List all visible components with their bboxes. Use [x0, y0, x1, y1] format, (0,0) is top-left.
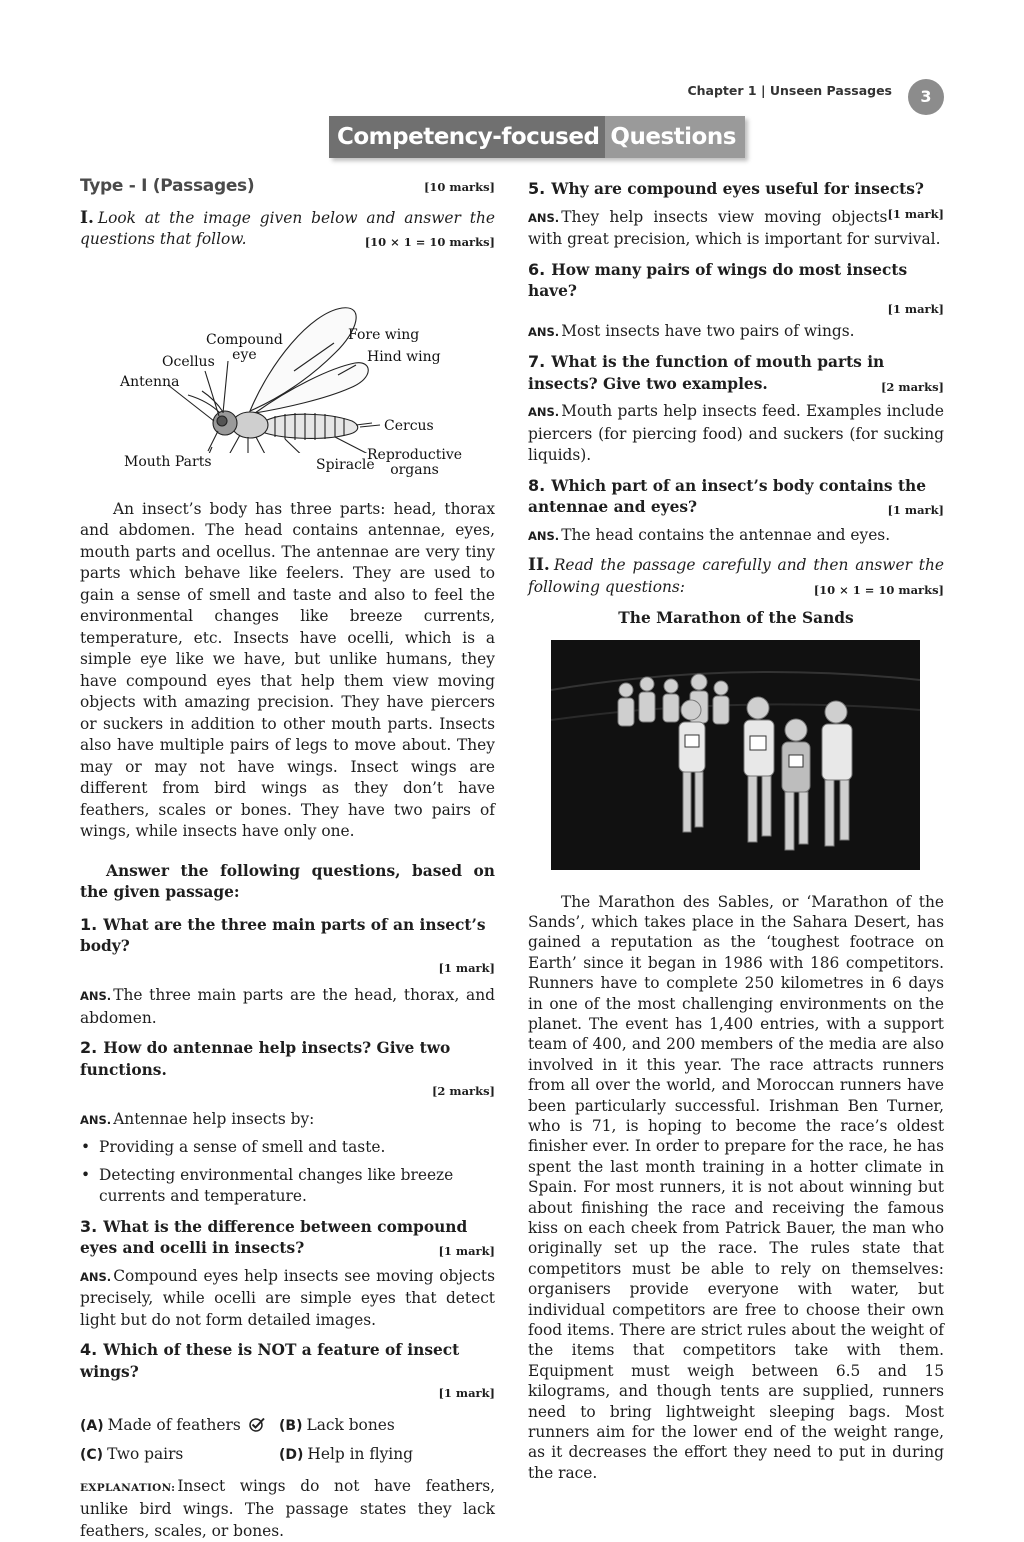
answer-tag: ANS.	[80, 1113, 111, 1127]
question-text: What are the three main parts of an insect’s body?	[80, 916, 486, 956]
label-cercus: Cercus	[384, 419, 434, 434]
question-marks: [2 marks]	[80, 1081, 495, 1103]
question-text: How many pairs of wings do most insects have?	[528, 261, 907, 301]
question-number: 3.	[80, 1217, 97, 1236]
label-spiracle: Spiracle	[316, 458, 375, 473]
option-text: Lack bones	[306, 1416, 394, 1434]
question-marks: [1 mark]	[887, 204, 944, 226]
left-column	[80, 176, 495, 1542]
question-text: Why are compound eyes useful for insects?	[551, 180, 924, 198]
answer-7	[528, 401, 944, 467]
instruction-marks: [10 × 1 = 10 marks]	[365, 232, 495, 254]
option-key: (A)	[80, 1418, 104, 1434]
question-text: What is the difference between compound eyes and ocelli in insects?	[80, 1218, 467, 1258]
answer-tag: ANS.	[80, 989, 111, 1003]
question-text: Which part of an insect’s body contains the antennae and eyes?	[528, 477, 926, 517]
banner-text-secondary: Questions	[605, 116, 744, 158]
question-7	[528, 351, 944, 395]
instruction-marks: [10 × 1 = 10 marks]	[814, 580, 944, 602]
question-8	[528, 475, 944, 519]
label-fore-wing: Fore wing	[348, 328, 419, 343]
right-column	[528, 176, 944, 1483]
answer-6	[528, 321, 944, 344]
question-4	[80, 1339, 495, 1405]
page-number: 3	[908, 79, 944, 115]
answer-text: Most insects have two pairs of wings.	[561, 322, 854, 340]
question-number: 1.	[80, 915, 97, 934]
question-number: 5.	[528, 179, 545, 198]
label-reproductive-organs: Reproductive organs	[367, 448, 462, 478]
marathon-runners-illustration	[551, 640, 920, 870]
instruction-text: Read the passage carefully and then answer the following questions:	[528, 556, 944, 596]
question-1	[80, 914, 495, 980]
question-marks: [2 marks]	[881, 377, 944, 399]
label-ocellus: Ocellus	[162, 355, 215, 370]
option-d	[279, 1444, 479, 1467]
answer-text: They help insects view moving objects with great precision, which is important for survival.	[528, 208, 940, 249]
bullet-item: • Detecting environmental changes like breeze currents and temperature.	[80, 1165, 495, 1208]
question-3	[80, 1216, 495, 1260]
option-key: (B)	[279, 1418, 302, 1434]
banner-text-primary: Competency-focused	[329, 116, 605, 158]
option-b	[279, 1415, 479, 1438]
answer-text: The head contains the antennae and eyes.	[561, 526, 890, 544]
answer-text: Mouth parts help insects feed. Examples include piercers (for piercing food) and suckers (for sucking liquids).	[528, 402, 944, 464]
question-number: 8.	[528, 476, 545, 495]
answer-text: Antennae help insects by:	[113, 1110, 314, 1128]
question-text: How do antennae help insects? Give two functions.	[80, 1039, 450, 1079]
answer-tag: ANS.	[80, 1270, 111, 1284]
question-2	[80, 1037, 495, 1103]
explanation-text: Insect wings do not have feathers, unlike bird wings. The passage states they lack feathers, scales, or bones.	[80, 1477, 495, 1540]
explanation	[80, 1476, 495, 1542]
question-marks: [1 mark]	[80, 958, 495, 980]
answer-5	[528, 207, 944, 251]
bullet-item: • Providing a sense of smell and taste.	[80, 1137, 495, 1159]
check-circle-icon	[249, 1417, 266, 1432]
insect-diagram	[80, 253, 495, 453]
roman-numeral: II.	[528, 555, 550, 575]
answer-2	[80, 1109, 495, 1132]
section-banner	[329, 116, 745, 158]
answer-3	[80, 1266, 495, 1332]
mcq-options	[80, 1415, 495, 1467]
answer-text: The three main parts are the head, thorax, and abdomen.	[80, 986, 495, 1027]
section-title: Type - I (Passages)	[80, 176, 254, 198]
section-marks: [10 marks]	[424, 177, 495, 199]
question-number: 4.	[80, 1340, 97, 1359]
option-key: (D)	[279, 1447, 303, 1463]
question-2-instruction	[528, 555, 944, 598]
label-hind-wing: Hind wing	[367, 350, 441, 365]
option-a	[80, 1415, 279, 1438]
instruction-text: Look at the image given below and answer the questions that follow.	[80, 209, 495, 249]
option-text: Made of feathers	[108, 1416, 241, 1434]
answer-tag: ANS.	[528, 325, 559, 339]
answer-1	[80, 985, 495, 1029]
insect-passage: An insect’s body has three parts: head, thorax and abdomen. The head contains antennae, eyes, mouth parts and ocellus. The antennae are very tiny parts which behave like feelers. They are used to gain a sense of smell and taste and also to feel the environmental changes like breeze currents, temperature, etc. Insects have ocelli, which is a simple eye like we have, but unlike humans, they have compound eyes that help them view moving objects with amazing precision. They have piercers or suckers in addition to other mouth parts. Insects also have multiple pairs of legs to move about. They may or may not have wings. Insect wings are different from bird wings as they don’t have feathers, scales or bones. They have two pairs of wings, while insects have only one.	[80, 499, 495, 843]
question-number: 2.	[80, 1038, 97, 1057]
question-marks: [1 mark]	[438, 1241, 495, 1263]
roman-numeral: I.	[80, 208, 94, 228]
answer-tag: ANS.	[528, 211, 559, 225]
explanation-tag: EXPLANATION:	[80, 1482, 175, 1494]
question-5	[528, 178, 944, 201]
passage-title: The Marathon of the Sands	[528, 608, 944, 630]
running-head: Chapter 1 | Unseen Passages	[650, 83, 892, 98]
answer-tag: ANS.	[528, 529, 559, 543]
option-key: (C)	[80, 1447, 103, 1463]
question-marks: [1 mark]	[528, 303, 944, 315]
label-antenna: Antenna	[120, 375, 179, 390]
answer-2-bullets	[80, 1137, 495, 1208]
question-number: 7.	[528, 352, 545, 371]
option-text: Help in flying	[307, 1445, 413, 1463]
answer-8	[528, 525, 944, 548]
question-1-instruction	[80, 208, 495, 251]
answer-tag: ANS.	[528, 405, 559, 419]
option-text: Two pairs	[107, 1445, 183, 1463]
question-marks: [1 mark]	[80, 1383, 495, 1405]
section-header	[80, 176, 495, 199]
answer-text: Compound eyes help insects see moving objects precisely, while ocelli are simple eyes that detect light but do not form detailed images.	[80, 1267, 495, 1329]
question-text: Which of these is NOT a feature of insect wings?	[80, 1341, 459, 1381]
question-6	[528, 259, 944, 315]
question-text: What is the function of mouth parts in insects? Give two examples.	[528, 353, 884, 393]
option-c	[80, 1444, 279, 1467]
label-compound-eye: Compound eye	[206, 333, 283, 363]
marathon-passage: The Marathon des Sables, or ‘Marathon of the Sands’, which takes place in the Sahara Desert, has gained a reputation as the ‘toughest footrace on Earth’ since it began in 1986 with 186 competitors. Runners have to complete 250 kilometres in 6 days in one of the most challenging environments on the planet. The event has 1,400 entries, with a support team of 400, and 200 members of the media are also involved in it this year. The race attracts runners from all over the world, and Moroccan runners have been particularly successful. Irishman Ben Turner, who is 71, is hoping to become the race’s oldest finisher ever. In order to prepare for the race, he has spent the last month training in a hotter climate in Spain. For most runners, it is not about winning but about finishing the race and receiving the famous kiss on each cheek from Patrick Bauer, the man who originally set up the race. The rules state that competitors must be able to rely on themselves: organisers provide everyone with water, but individual competitors are free to choose their own food items. There are strict rules about the weight of the items that competitors take with them. Equipment must weigh between 6.5 and 15 kilograms, and though tents are supplied, runners need to bring lightweight sleeping bags. Most runners aim for the lower end of the weight range, as it decreases the effort they need to put in during the race.	[528, 892, 944, 1484]
question-marks: [1 mark]	[887, 500, 944, 522]
label-mouth-parts: Mouth Parts	[124, 455, 212, 470]
answer-instruction: Answer the following questions, based on the given passage:	[80, 861, 495, 904]
question-number: 6.	[528, 260, 545, 279]
